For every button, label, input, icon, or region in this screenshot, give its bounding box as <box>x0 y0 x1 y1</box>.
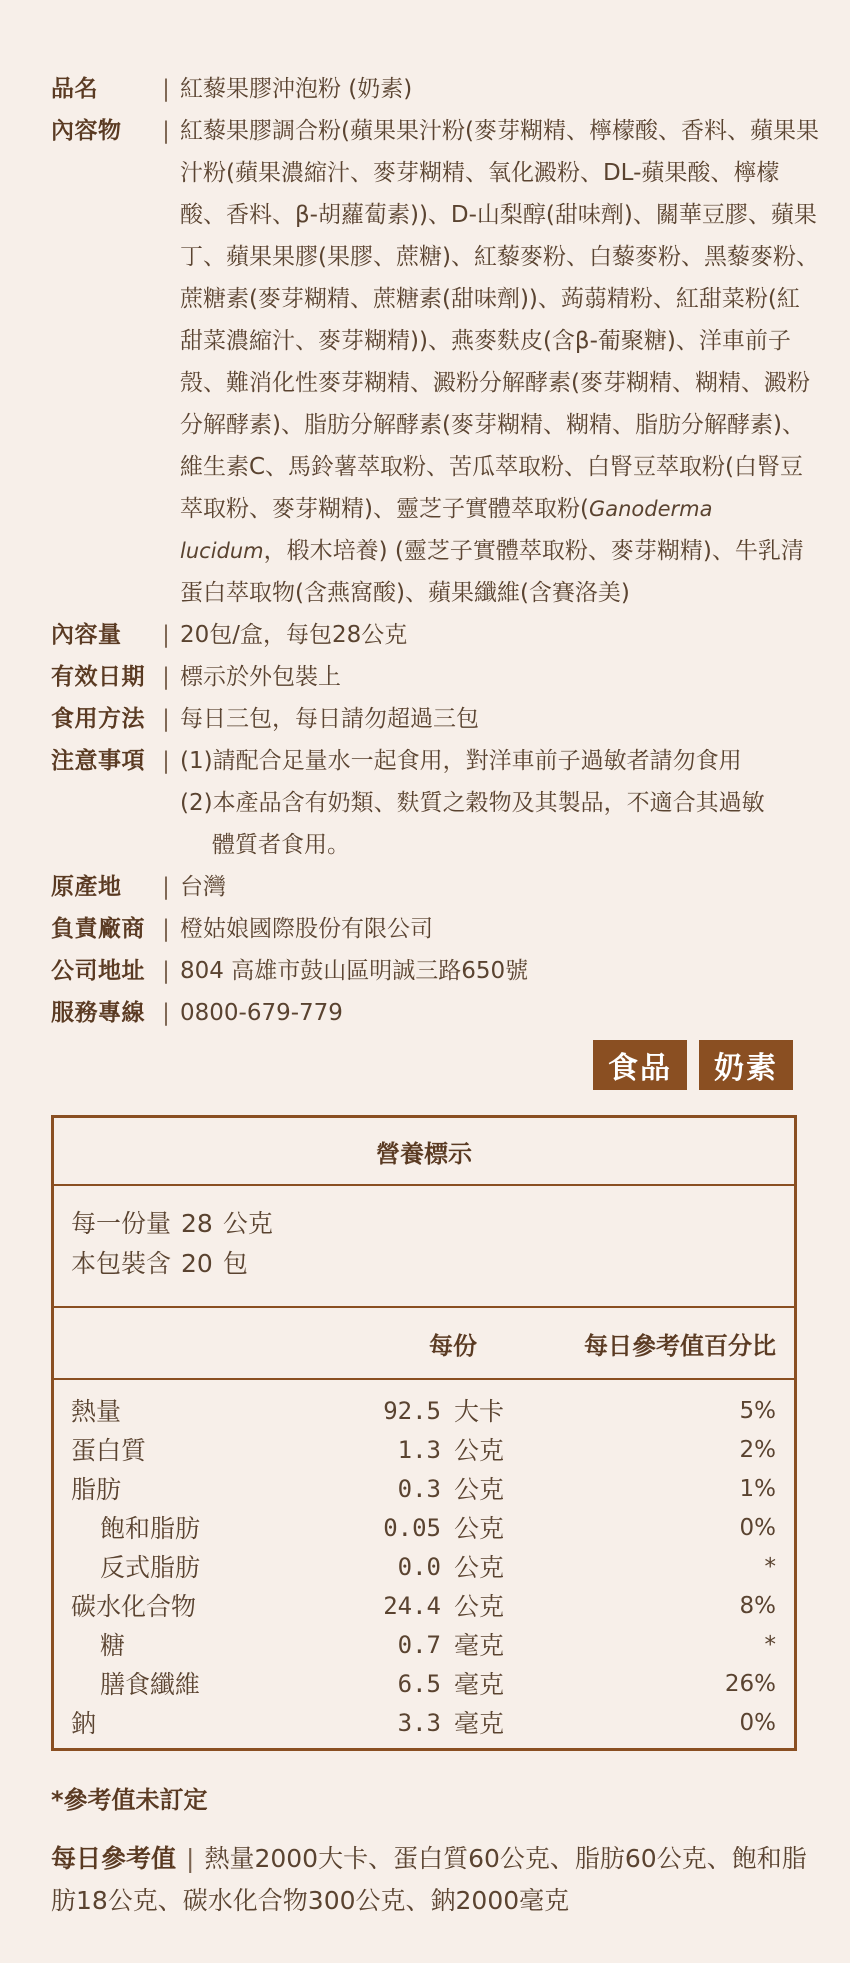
pack-label: 本包裝含 <box>71 1249 172 1278</box>
info-label: 品名 <box>51 76 98 102</box>
nutrition-table <box>51 1115 797 1751</box>
info-row-expiry <box>51 656 821 698</box>
info-value: 台灣 <box>180 874 226 900</box>
info-value: 每日三包，每日請勿超過三包 <box>180 706 479 732</box>
nutrient-name: 碳水化合物 <box>71 1592 197 1621</box>
footnote: *參考值未訂定 <box>51 1786 208 1814</box>
info-row-ingredients <box>51 110 821 614</box>
food-badge: 食品 <box>593 1040 687 1090</box>
separator: | <box>186 1844 195 1873</box>
serving-label: 每一份量 <box>71 1209 172 1238</box>
nutrient-unit: 毫克 <box>454 1631 505 1660</box>
info-label: 服務專線 <box>51 1000 145 1026</box>
info-row-usage <box>51 698 821 740</box>
nutrient-daily-pct: 1% <box>739 1476 776 1502</box>
nutrient-unit: 毫克 <box>454 1670 505 1699</box>
serving-value: 28 <box>181 1209 213 1238</box>
nutrient-daily-pct: 0% <box>739 1710 776 1736</box>
nutrient-name: 熱量 <box>71 1397 122 1426</box>
caution-line-2: (2)本產品含有奶類、麩質之穀物及其製品，不適合其過敏 <box>180 790 765 816</box>
nutrition-row <box>54 1587 794 1626</box>
separator: | <box>162 706 170 732</box>
daily-reference <box>51 1838 831 1922</box>
nutrient-daily-pct: 0% <box>739 1515 776 1541</box>
nutrient-value: 3.3 <box>397 1709 441 1737</box>
separator: | <box>162 76 170 102</box>
separator: | <box>162 118 170 144</box>
nutrient-daily-pct: * <box>764 1554 776 1580</box>
serving-size <box>71 1204 777 1244</box>
info-value: 20包/盒，每包28公克 <box>180 622 408 648</box>
nutrient-name: 反式脂肪 <box>100 1553 201 1582</box>
nutrition-row <box>54 1470 794 1509</box>
nutrient-unit: 大卡 <box>454 1397 505 1426</box>
daily-ref-text: 熱量2000大卡、蛋白質60公克、脂肪60公克、飽和脂肪18公克、碳水化合物300公克、鈉2000毫克 <box>51 1844 807 1915</box>
info-row-manufacturer <box>51 908 821 950</box>
nutrient-unit: 公克 <box>454 1514 505 1543</box>
info-row-hotline <box>51 992 821 1034</box>
nutrient-daily-pct: * <box>764 1632 776 1658</box>
nutrient-unit: 公克 <box>454 1436 505 1465</box>
ingredients-text: 紅藜果膠調合粉(蘋果果汁粉(麥芽糊精、檸檬酸、香料、蘋果果汁粉(蘋果濃縮汁、麥芽糊精、氧化澱粉、DL-蘋果酸、檸檬酸、香料、β-胡蘿蔔素))、D-山梨醇(甜味劑)、關華豆膠、蘋果丁、蘋果果膠(果膠、蔗糖)、紅藜麥粉、白藜麥粉、黑藜麥粉、蔗糖素(麥芽糊精、蔗糖素(甜味劑))、蒟蒻精粉、紅甜菜粉(紅甜菜濃縮汁、麥芽糊精))、燕麥麩皮(含β-葡聚糖)、洋車前子殼、難消化性麥芽糊精、澱粉分解酵素(麥芽糊精、糊精、澱粉分解酵素)、脂肪分解酵素(麥芽糊精、糊精、脂肪分解酵素)、維生素C、馬鈴薯萃取粉、苦瓜萃取粉、白腎豆萃取粉(白腎豆萃取粉、麥芽糊精)、靈芝子實體萃取粉( <box>180 118 819 522</box>
nutrition-header <box>54 1308 794 1380</box>
info-row-quantity <box>51 614 821 656</box>
nutrient-value: 1.3 <box>397 1436 441 1464</box>
caution-line-3: 體質者食用。 <box>212 832 350 858</box>
info-row-address <box>51 950 821 992</box>
info-value: 標示於外包裝上 <box>180 664 341 690</box>
nutrient-value: 0.7 <box>397 1631 441 1659</box>
info-label: 原產地 <box>51 874 122 900</box>
nutrient-unit: 公克 <box>454 1553 505 1582</box>
separator: | <box>162 664 170 690</box>
ingredients-latin-name: Ganoderma lucidum <box>180 497 713 563</box>
nutrition-title: 營養標示 <box>54 1118 794 1186</box>
info-value: 紅藜果膠沖泡粉 (奶素) <box>180 76 413 102</box>
nutrient-value: 92.5 <box>383 1397 441 1425</box>
separator: | <box>162 1000 170 1026</box>
info-label: 注意事項 <box>51 748 145 774</box>
nutrition-row <box>54 1431 794 1470</box>
pack-unit: 包 <box>222 1249 248 1278</box>
nutrient-name: 飽和脂肪 <box>100 1514 201 1543</box>
nutrient-value: 0.3 <box>397 1475 441 1503</box>
info-row-origin <box>51 866 821 908</box>
info-row-caution <box>51 740 821 866</box>
nutrition-row <box>54 1704 794 1743</box>
ingredients-text-end: ，椴木培養) (靈芝子實體萃取粉、麥芽糊精)、牛乳清蛋白萃取物(含燕窩酸)、蘋果纖維(含賽洛美) <box>180 538 804 606</box>
info-label: 公司地址 <box>51 958 145 984</box>
nutrient-name: 鈉 <box>71 1709 97 1738</box>
nutrient-daily-pct: 26% <box>724 1671 776 1697</box>
nutrition-row <box>54 1626 794 1665</box>
nutrient-name: 蛋白質 <box>71 1436 147 1465</box>
info-label: 負責廠商 <box>51 916 145 942</box>
serving-info <box>54 1186 794 1308</box>
nutrient-value: 0.0 <box>397 1553 441 1581</box>
product-info <box>51 68 821 1034</box>
badges <box>593 1040 793 1090</box>
nutrient-value: 24.4 <box>383 1592 441 1620</box>
nutrition-row <box>54 1665 794 1704</box>
separator: | <box>162 916 170 942</box>
daily-pct-header: 每日參考值百分比 <box>584 1332 776 1360</box>
nutrient-name: 膳食纖維 <box>100 1670 201 1699</box>
info-label: 內容物 <box>51 118 122 144</box>
caution-value <box>180 740 821 866</box>
info-row-name <box>51 68 821 110</box>
separator: | <box>162 958 170 984</box>
nutrient-unit: 公克 <box>454 1475 505 1504</box>
nutrient-unit: 毫克 <box>454 1709 505 1738</box>
vegetarian-badge: 奶素 <box>699 1040 793 1090</box>
nutrient-name: 脂肪 <box>71 1475 122 1504</box>
nutrition-rows <box>54 1380 794 1743</box>
info-label: 內容量 <box>51 622 122 648</box>
nutrient-unit: 公克 <box>454 1592 505 1621</box>
caution-line-1: (1)請配合足量水一起食用，對洋車前子過敏者請勿食用 <box>180 748 742 774</box>
nutrient-name: 糖 <box>100 1631 126 1660</box>
info-label: 有效日期 <box>51 664 145 690</box>
separator: | <box>162 622 170 648</box>
info-value: 橙姑娘國際股份有限公司 <box>180 916 433 942</box>
nutrition-row <box>54 1509 794 1548</box>
ingredients-value <box>180 110 821 614</box>
info-value: 804 高雄市鼓山區明誠三路650號 <box>180 958 529 984</box>
info-value: 0800-679-779 <box>180 1000 343 1026</box>
separator: | <box>162 748 170 774</box>
nutrition-row <box>54 1392 794 1431</box>
nutrition-row <box>54 1548 794 1587</box>
nutrient-daily-pct: 5% <box>739 1398 776 1424</box>
pack-value: 20 <box>181 1249 213 1278</box>
nutrient-value: 6.5 <box>397 1670 441 1698</box>
per-serving-header: 每份 <box>429 1332 477 1360</box>
nutrient-daily-pct: 2% <box>739 1437 776 1463</box>
nutrient-value: 0.05 <box>383 1514 441 1542</box>
info-label: 食用方法 <box>51 706 145 732</box>
pack-count <box>71 1244 777 1284</box>
daily-ref-label: 每日參考值 <box>51 1844 177 1873</box>
serving-unit: 公克 <box>222 1209 273 1238</box>
nutrient-daily-pct: 8% <box>739 1593 776 1619</box>
separator: | <box>162 874 170 900</box>
